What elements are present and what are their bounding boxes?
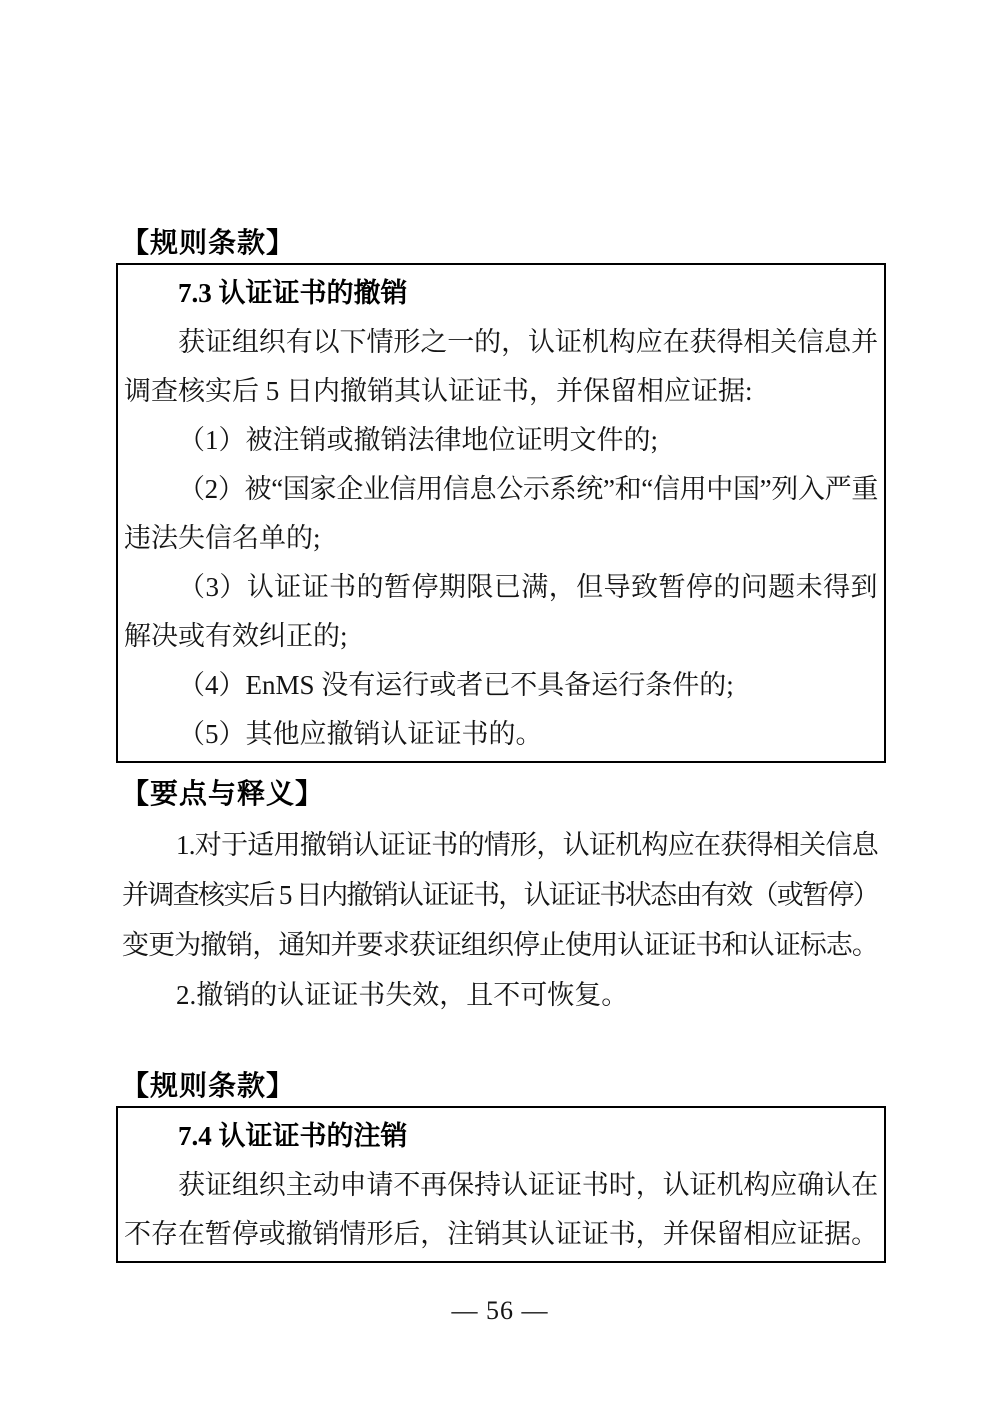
text-line bbox=[124, 563, 878, 612]
text-line bbox=[122, 870, 878, 920]
clause-title-7-3 bbox=[124, 269, 878, 318]
key-points-body bbox=[122, 820, 878, 1020]
text-line bbox=[124, 514, 878, 563]
line-text: 获证组织有以下情形之一的，认证机构应在获得相关信息并 bbox=[178, 327, 878, 357]
line-text: 调查核实后 5 日内撤销其认证证书，并保留相应证据: bbox=[124, 376, 753, 406]
section-heading-rule-terms-1 bbox=[121, 223, 295, 263]
heading-text: 【规则条款】 bbox=[121, 1070, 296, 1101]
text-line bbox=[124, 465, 878, 514]
text-line bbox=[122, 920, 878, 970]
line-text: 1.对于适用撤销认证证书的情形，认证机构应在获得相关信息 bbox=[176, 830, 878, 860]
line-text: 解决或有效纠正的; bbox=[124, 621, 348, 651]
line-text: （1）被注销或撤销法律地位证明文件的; bbox=[178, 425, 659, 455]
page-number-text: — 56 — bbox=[451, 1296, 549, 1325]
text-line bbox=[124, 367, 878, 416]
section-heading-rule-terms-2 bbox=[121, 1066, 295, 1106]
heading-text: 【要点与释义】 bbox=[121, 778, 325, 809]
text-line bbox=[124, 612, 878, 661]
page-number bbox=[0, 1296, 1000, 1326]
rule-box-7-4 bbox=[116, 1106, 886, 1263]
line-text: 违法失信名单的; bbox=[124, 523, 321, 553]
clause-title-7-4 bbox=[124, 1112, 878, 1161]
line-text: 变更为撤销，通知并要求获证组织停止使用认证证书和认证标志。 bbox=[122, 930, 878, 960]
clause-title-text: 7.3 认证证书的撤销 bbox=[178, 278, 408, 308]
heading-text: 【规则条款】 bbox=[121, 227, 296, 258]
text-line bbox=[124, 710, 878, 759]
text-line bbox=[124, 318, 878, 367]
line-text: （4）EnMS 没有运行或者已不具备运行条件的; bbox=[178, 670, 734, 700]
line-text: （2）被“国家企业信用信息公示系统”和“信用中国”列入严重 bbox=[178, 474, 878, 504]
line-text: （3）认证证书的暂停期限已满，但导致暂停的问题未得到 bbox=[178, 572, 878, 602]
line-text: 不存在暂停或撤销情形后，注销其认证证书，并保留相应证据。 bbox=[124, 1219, 878, 1249]
text-line bbox=[122, 820, 878, 870]
text-line bbox=[124, 1210, 878, 1259]
text-line bbox=[124, 661, 878, 710]
text-line bbox=[124, 416, 878, 465]
section-heading-key-points bbox=[121, 774, 324, 814]
clause-title-text: 7.4 认证证书的注销 bbox=[178, 1121, 408, 1151]
text-line bbox=[124, 1161, 878, 1210]
line-text: （5）其他应撤销认证证书的。 bbox=[178, 719, 543, 749]
line-text: 2.撤销的认证证书失效，且不可恢复。 bbox=[176, 980, 629, 1010]
line-text: 获证组织主动申请不再保持认证证书时，认证机构应确认在 bbox=[178, 1170, 878, 1200]
line-text: 并调查核实后 5 日内撤销认证证书，认证证书状态由有效（或暂停） bbox=[122, 880, 878, 910]
rule-box-7-3 bbox=[116, 263, 886, 763]
text-line bbox=[122, 970, 878, 1020]
